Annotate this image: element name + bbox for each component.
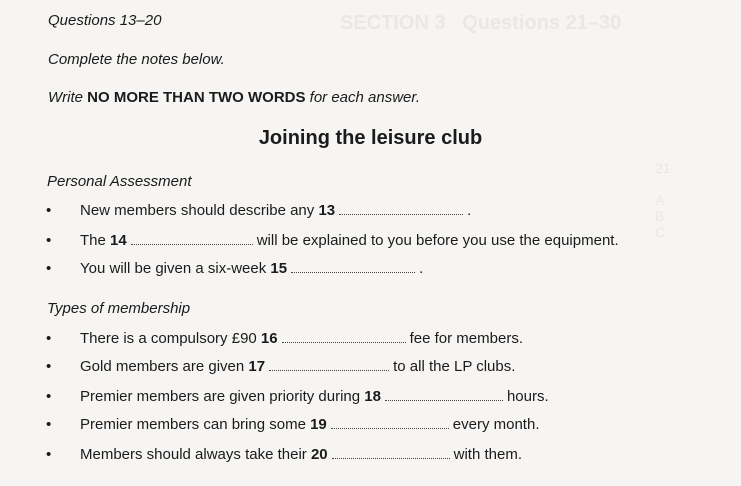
answer-blank-19[interactable] [331, 417, 449, 429]
bullet-icon: • [46, 202, 52, 219]
answer-blank-13[interactable] [339, 203, 463, 215]
answer-blank-20[interactable] [332, 447, 450, 459]
answer-blank-16[interactable] [282, 331, 406, 343]
answer-blank-14[interactable] [131, 233, 253, 245]
bullet-icon: • [46, 446, 52, 463]
answer-blank-17[interactable] [269, 359, 389, 371]
bullet-icon: • [46, 388, 52, 405]
bullet-icon: • [46, 416, 52, 433]
answer-blank-18[interactable] [385, 389, 503, 401]
note-item-18: • Premier members are given priority during 18 hours. [46, 388, 549, 405]
bleed-through-text: 21 A B C [655, 160, 671, 240]
questions-label: Questions 13–20 [48, 12, 162, 29]
section-heading-types-of-membership: Types of membership [47, 300, 191, 317]
note-item-19: • Premier members can bring some 19 every month. [46, 416, 540, 433]
section-heading-personal-assessment: Personal Assessment [47, 173, 192, 190]
note-item-13: • New members should describe any 13 . [46, 202, 472, 219]
note-item-14: • The 14 will be explained to you before you use the equipment. [46, 232, 619, 249]
answer-blank-15[interactable] [291, 261, 415, 273]
bullet-icon: • [46, 232, 52, 249]
instruction-word-limit: Write NO MORE THAN TWO WORDS for each answer. [48, 89, 420, 106]
notes-title: Joining the leisure club [258, 127, 483, 149]
bullet-icon: • [46, 260, 52, 277]
bullet-icon: • [46, 358, 52, 375]
instruction-complete: Complete the notes below. [48, 51, 225, 68]
note-item-15: • You will be given a six-week 15 . [46, 260, 424, 277]
note-item-17: • Gold members are given 17 to all the LP clubs. [46, 358, 516, 375]
note-item-20: • Members should always take their 20 with them. [46, 446, 522, 463]
note-item-16: • There is a compulsory £90 16 fee for members. [46, 330, 523, 347]
bleed-through-heading: SECTION 3 Questions 21–30 [340, 12, 622, 34]
bullet-icon: • [46, 330, 52, 347]
